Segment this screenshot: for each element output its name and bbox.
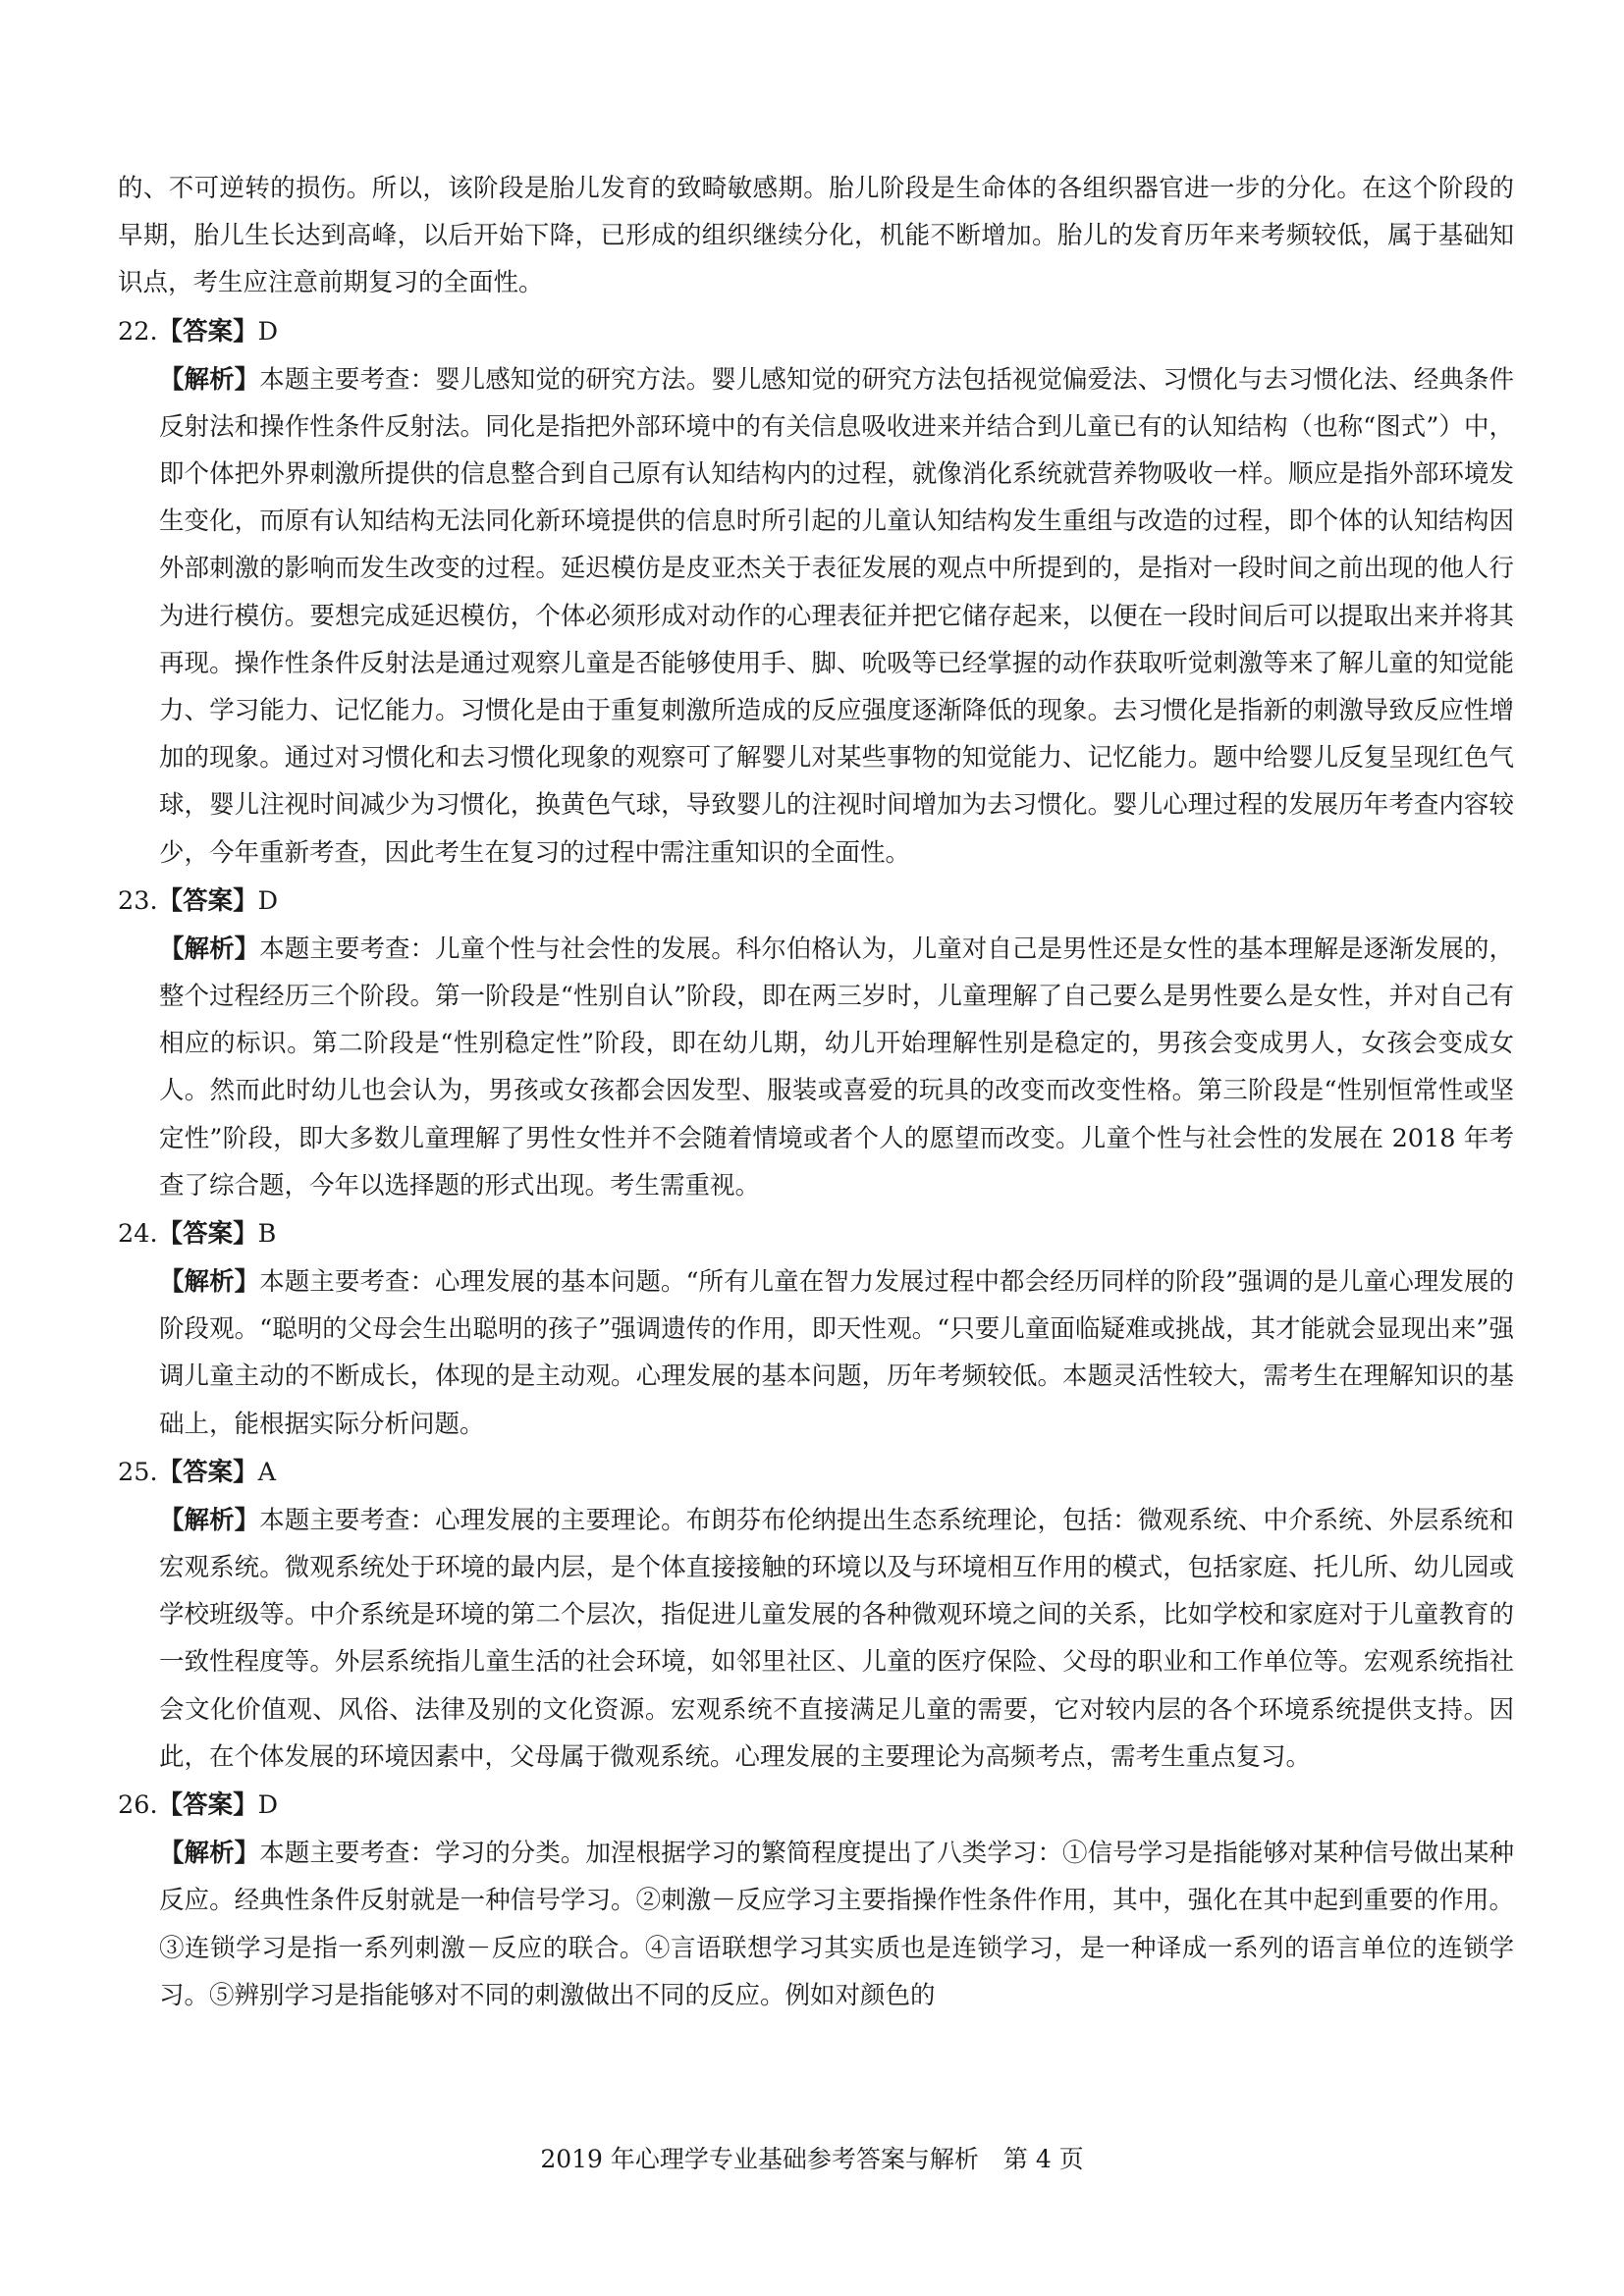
question-number: 25. [118,1457,158,1487]
answer-tag: 【答案】 [157,1457,258,1487]
question-22 [118,307,1514,877]
answer-tag: 【答案】 [157,1219,258,1250]
answer-line [118,1209,1514,1258]
analysis-tag: 【解析】 [159,934,260,964]
analysis-text: 本题主要考查：心理发展的基本问题。“所有儿童在智力发展过程中都会经历同样的阶段”强调的是儿童心理发展的阶段观。“聪明的父母会生出聪明的孩子”强调遗传的作用，即天性观。“只要儿童面临疑难或挑战，其才能就会显现出来”强调儿童主动的不断成长，体现的是主动观。心理发展的基本问题，历年考频较低。本题灵活性较大，需考生在理解知识的基础上，能根据实际分析问题。 [159,1267,1514,1439]
analysis-paragraph [118,1497,1514,1781]
page-body [118,165,1514,2019]
analysis-paragraph [118,926,1514,1209]
question-26 [118,1781,1514,2019]
analysis-tag: 【解析】 [159,1267,260,1298]
answer-line [118,307,1514,356]
answer-line [118,1781,1514,1830]
answer-line [118,877,1514,926]
analysis-paragraph [118,356,1514,877]
question-25 [118,1448,1514,1781]
answer-tag: 【答案】 [157,316,258,347]
answer-value: D [257,1790,279,1821]
analysis-paragraph [118,1258,1514,1448]
analysis-text: 本题主要考查：儿童个性与社会性的发展。科尔伯格认为，儿童对自己是男性还是女性的基本理解是逐渐发展的，整个过程经历三个阶段。第一阶段是“性别自认”阶段，即在两三岁时，儿童理解了自己要么是男性要么是女性，并对自己有相应的标识。第二阶段是“性别稳定性”阶段，即在幼儿期，幼儿开始理解性别是稳定的，男孩会变成男人，女孩会变成女人。然而此时幼儿也会认为，男孩或女孩都会因发型、服装或喜爱的玩具的改变而改变性格。第三阶段是“性别恒常性或坚定性”阶段，即大多数儿童理解了男性女性并不会随着情境或者个人的愿望而改变。儿童个性与社会性的发展在 2018 年考查了综合题，今年以选择题的形式出现。考生需重视。 [159,934,1514,1201]
question-24 [118,1209,1514,1448]
question-23 [118,877,1514,1209]
analysis-tag: 【解析】 [159,364,260,395]
answer-value: B [257,1219,277,1250]
analysis-tag: 【解析】 [159,1839,260,1869]
answer-tag: 【答案】 [157,885,258,916]
intro-paragraph: 的、不可逆转的损伤。所以，该阶段是胎儿发育的致畸敏感期。胎儿阶段是生命体的各组织器官进一步的分化。在这个阶段的早期，胎儿生长达到高峰，以后开始下降，已形成的组织继续分化，机能不断增加。胎儿的发育历年来考频较低，属于基础知识点，考生应注意前期复习的全面性。 [118,174,1514,298]
answer-line [118,1448,1514,1497]
answer-value: D [257,885,279,916]
analysis-tag: 【解析】 [159,1505,260,1535]
question-number: 24. [118,1219,158,1250]
answer-tag: 【答案】 [157,1790,258,1821]
analysis-text: 本题主要考查：心理发展的主要理论。布朗芬布伦纳提出生态系统理论，包括：微观系统、中介系统、外层系统和宏观系统。微观系统处于环境的最内层，是个体直接接触的环境以及与环境相互作用的模式，包括家庭、托儿所、幼儿园或学校班级等。中介系统是环境的第二个层次，指促进儿童发展的各种微观环境之间的关系，比如学校和家庭对于儿童教育的一致性程度等。外层系统指儿童生活的社会环境，如邻里社区、儿童的医疗保险、父母的职业和工作单位等。宏观系统指社会文化价值观、风俗、法律及别的文化资源。宏观系统不直接满足儿童的需要，它对较内层的各个环境系统提供支持。因此，在个体发展的环境因素中，父母属于微观系统。心理发展的主要理论为高频考点，需考生重点复习。 [159,1505,1514,1772]
analysis-text: 本题主要考查：婴儿感知觉的研究方法。婴儿感知觉的研究方法包括视觉偏爱法、习惯化与去习惯化法、经典条件反射法和操作性条件反射法。同化是指把外部环境中的有关信息吸收进来并结合到儿童已有的认知结构（也称“图式”）中，即个体把外界刺激所提供的信息整合到自己原有认知结构内的过程，就像消化系统就营养物吸收一样。顺应是指外部环境发生变化，而原有认知结构无法同化新环境提供的信息时所引起的儿童认知结构发生重组与改造的过程，即个体的认知结构因外部刺激的影响而发生改变的过程。延迟模仿是皮亚杰关于表征发展的观点中所提到的，是指对一段时间之前出现的他人行为进行模仿。要想完成延迟模仿，个体必须形成对动作的心理表征并把它储存起来，以便在一段时间后可以提取出来并将其再现。操作性条件反射法是通过观察儿童是否能够使用手、脚、吮吸等已经掌握的动作获取听觉刺激等来了解儿童的知觉能力、学习能力、记忆能力。习惯化是由于重复刺激所造成的反应强度逐渐降低的现象。去习惯化是指新的刺激导致反应性增加的现象。通过对习惯化和去习惯化现象的观察可了解婴儿对某些事物的知觉能力、记忆能力。题中给婴儿反复呈现红色气球，婴儿注视时间减少为习惯化，换黄色气球，导致婴儿的注视时间增加为去习惯化。婴儿心理过程的发展历年考查内容较少，今年重新考查，因此考生在复习的过程中需注重知识的全面性。 [159,364,1514,868]
question-number: 22. [118,316,158,347]
question-number: 23. [118,885,158,916]
answer-value: A [257,1457,276,1487]
question-number: 26. [118,1790,158,1821]
page-footer: 2019 年心理学专业基础参考答案与解析 第 4 页 [540,2145,1084,2173]
answer-value: D [257,316,279,347]
analysis-paragraph [118,1830,1514,2019]
analysis-text: 本题主要考查：学习的分类。加涅根据学习的繁简程度提出了八类学习：①信号学习是指能够对某种信号做出某种反应。经典性条件反射就是一种信号学习。②刺激－反应学习主要指操作性条件作用，其中，强化在其中起到重要的作用。③连锁学习是指一系列刺激－反应的联合。④言语联想学习其实质也是连锁学习，是一种译成一系列的语言单位的连锁学习。⑤辨别学习是指能够对不同的刺激做出不同的反应。例如对颜色的 [159,1839,1514,2010]
